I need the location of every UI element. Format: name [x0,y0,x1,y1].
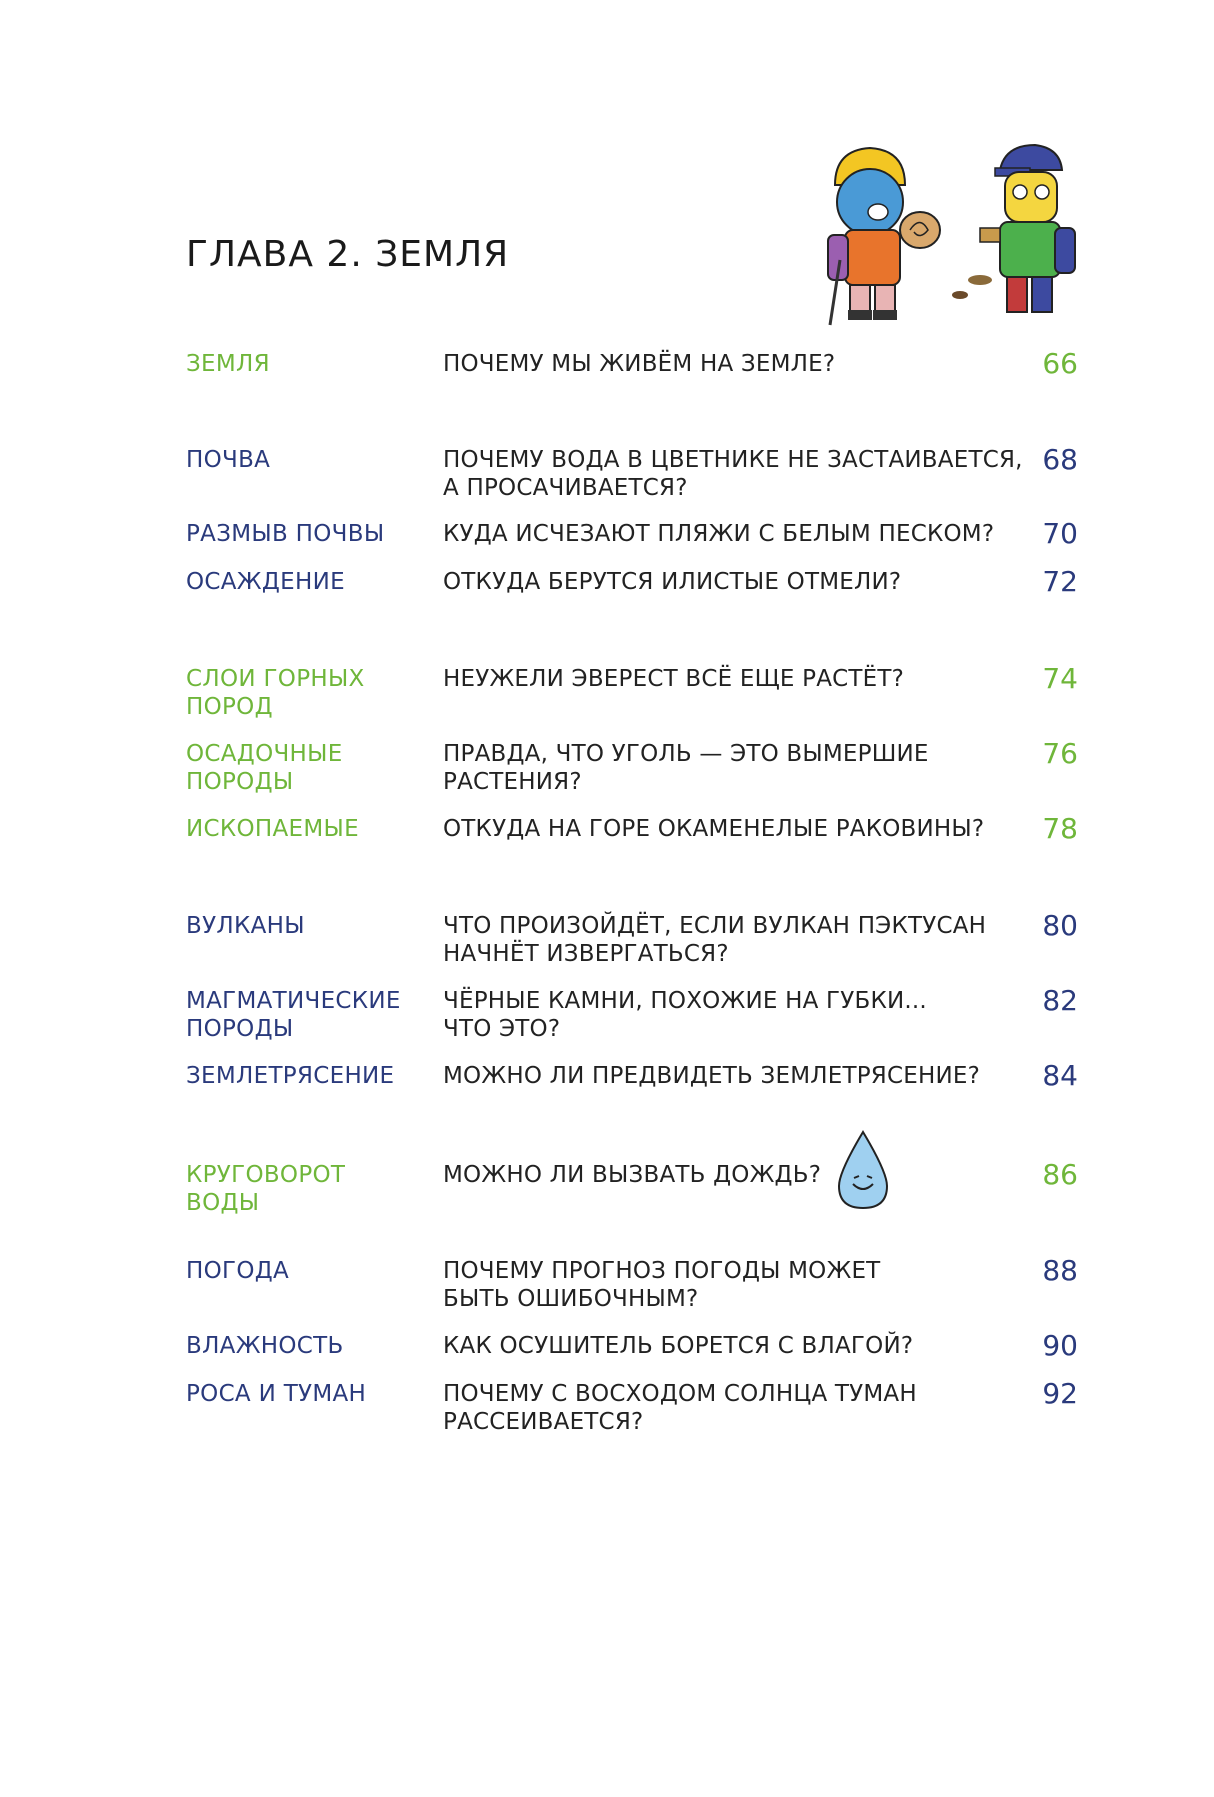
toc-question: МОЖНО ЛИ ПРЕДВИДЕТЬ ЗЕМЛЕТРЯСЕНИЕ? [443,1063,981,1089]
toc-page-number: 84 [1042,1059,1078,1092]
toc-page-number: 74 [1042,662,1078,695]
toc-question: КУДА ИСЧЕЗАЮТ ПЛЯЖИ С БЕЛЫМ ПЕСКОМ? [443,521,995,547]
toc-question: НЕУЖЕЛИ ЭВЕРЕСТ ВСЁ ЕЩЕ РАСТЁТ? [443,666,905,692]
toc-question: ОТКУДА НА ГОРЕ ОКАМЕНЕЛЫЕ РАКОВИНЫ? [443,816,985,842]
toc-topic: КРУГОВОРОТ ВОДЫ [186,1162,346,1216]
chapter-title: ГЛАВА 2. ЗЕМЛЯ [186,234,510,275]
toc-question: ОТКУДА БЕРУТСЯ ИЛИСТЫЕ ОТМЕЛИ? [443,569,902,595]
toc-question: ПРАВДА, ЧТО УГОЛЬ — ЭТО ВЫМЕРШИЕ РАСТЕНИЯ? [443,741,929,795]
toc-page-number: 92 [1042,1377,1078,1410]
toc-page-number: 68 [1042,443,1078,476]
toc-question: ПОЧЕМУ ПРОГНОЗ ПОГОДЫ МОЖЕТ БЫТЬ ОШИБОЧНЫМ? [443,1258,881,1312]
toc-topic: ПОГОДА [186,1258,290,1284]
toc-topic: ВЛАЖНОСТЬ [186,1333,344,1359]
toc-topic: ВУЛКАНЫ [186,913,305,939]
toc-question: ЧЁРНЫЕ КАМНИ, ПОХОЖИЕ НА ГУБКИ... ЧТО ЭТО? [443,988,927,1042]
toc-question: ПОЧЕМУ ВОДА В ЦВЕТНИКЕ НЕ ЗАСТАИВАЕТСЯ, А ПРОСАЧИВАЕТСЯ? [443,447,1023,501]
hiker-right-icon [980,145,1075,312]
toc-topic: РОСА И ТУМАН [186,1381,367,1407]
toc-page-number: 72 [1042,565,1078,598]
toc-page-number: 86 [1042,1158,1078,1191]
toc-question: ПОЧЕМУ С ВОСХОДОМ СОЛНЦА ТУМАН РАССЕИВАЕТСЯ? [443,1381,917,1435]
toc-topic: ЗЕМЛЯ [186,351,270,377]
toc-topic: ЗЕМЛЕТРЯСЕНИЕ [186,1063,395,1089]
toc-question: ЧТО ПРОИЗОЙДЁТ, ЕСЛИ ВУЛКАН ПЭКТУСАН НАЧНЁТ ИЗВЕРГАТЬСЯ? [443,913,987,967]
water-droplet-icon [835,1128,891,1212]
toc-topic: ПОЧВА [186,447,271,473]
toc-page-number: 66 [1042,347,1078,380]
hiker-left-icon [828,148,940,325]
toc-question: ПОЧЕМУ МЫ ЖИВЁМ НА ЗЕМЛЕ? [443,351,836,377]
toc-topic: ИСКОПАЕМЫЕ [186,816,359,842]
toc-question: МОЖНО ЛИ ВЫЗВАТЬ ДОЖДЬ? [443,1162,822,1188]
toc-page-number: 76 [1042,737,1078,770]
hikers-illustration [810,130,1100,340]
toc-question: КАК ОСУШИТЕЛЬ БОРЕТСЯ С ВЛАГОЙ? [443,1333,914,1359]
toc-page-number: 78 [1042,812,1078,845]
toc-page-number: 80 [1042,909,1078,942]
toc-page-number: 88 [1042,1254,1078,1287]
toc-page-number: 90 [1042,1329,1078,1362]
toc-topic: СЛОИ ГОРНЫХ ПОРОД [186,666,365,720]
toc-page-number: 82 [1042,984,1078,1017]
toc-topic: МАГМАТИЧЕСКИЕ ПОРОДЫ [186,988,401,1042]
toc-topic: ОСАДОЧНЫЕ ПОРОДЫ [186,741,343,795]
toc-topic: ОСАЖДЕНИЕ [186,569,345,595]
toc-topic: РАЗМЫВ ПОЧВЫ [186,521,385,547]
toc-page-number: 70 [1042,517,1078,550]
